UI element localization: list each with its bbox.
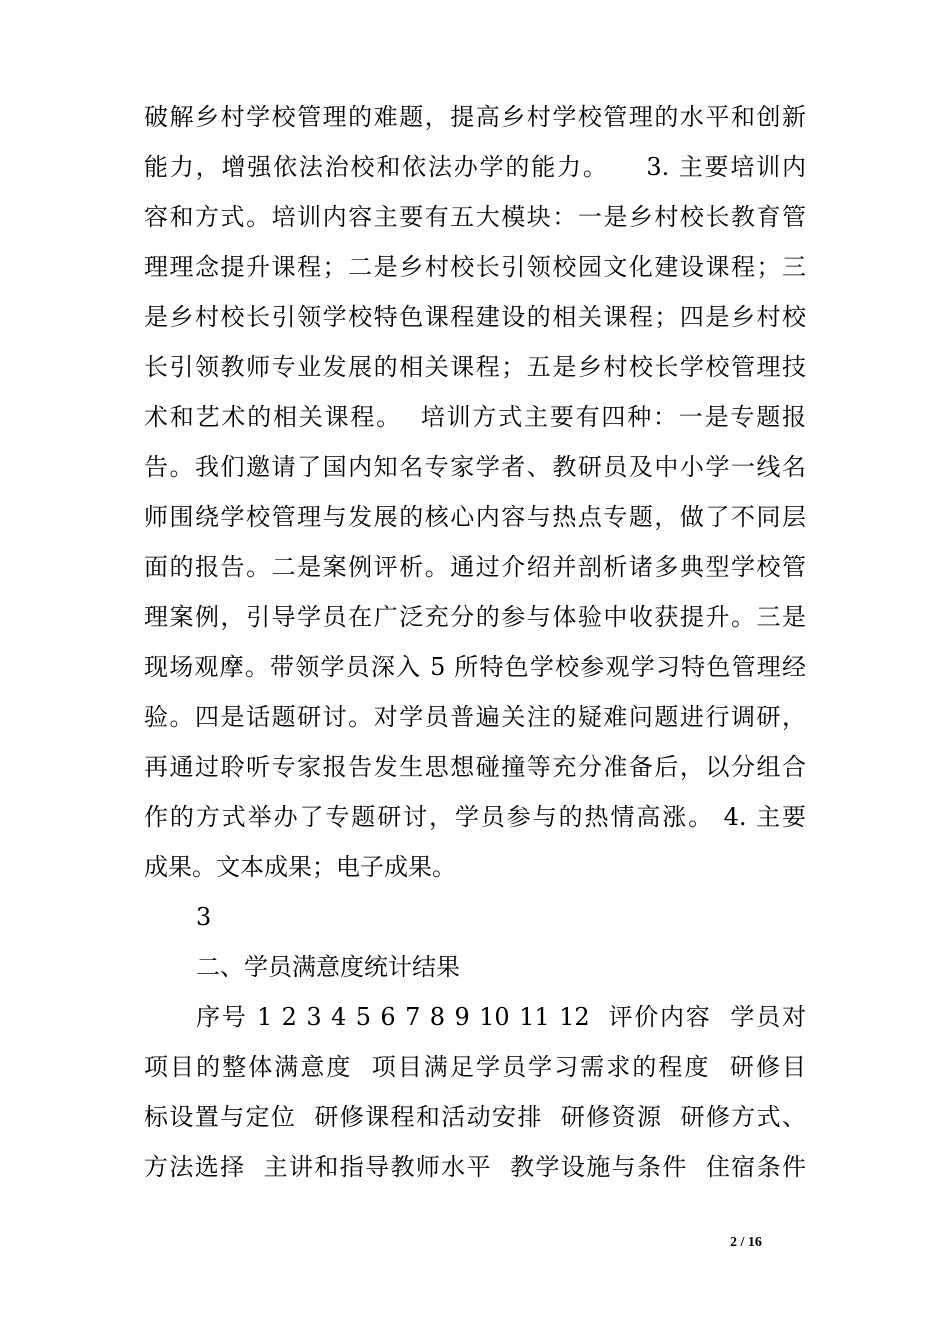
- table-line-4: 方法选择 主讲和指导教师水平 教学设施与条件 住宿条件: [144, 1153, 806, 1181]
- paragraph-line-13: 验。四是话题研讨。对学员普遍关注的疑难问题进行调研，: [144, 703, 806, 731]
- paragraph-line-4: 理理念提升课程；二是乡村校长引领校园文化建设课程；三: [144, 253, 806, 281]
- page-marker: 3: [196, 903, 212, 931]
- paragraph-line-6: 长引领教师专业发展的相关课程；五是乡村校长学校管理技: [144, 353, 806, 381]
- paragraph-line-3: 容和方式。培训内容主要有五大模块：一是乡村校长教育管: [144, 203, 806, 231]
- paragraph-line-15: 作的方式举办了专题研讨，学员参与的热情高涨。 4. 主要: [144, 803, 806, 831]
- paragraph-line-9: 师围绕学校管理与发展的核心内容与热点专题，做了不同层: [144, 503, 806, 531]
- paragraph-line-10: 面的报告。二是案例评析。通过介绍并剖析诸多典型学校管: [144, 553, 806, 581]
- paragraph-line-7: 术和艺术的相关课程。 培训方式主要有四种：一是专题报: [144, 403, 806, 431]
- paragraph-line-1: 破解乡村学校管理的难题，提高乡村学校管理的水平和创新: [144, 103, 806, 131]
- table-line-3: 标设置与定位 研修课程和活动安排 研修资源 研修方式、: [144, 1103, 806, 1131]
- paragraph-line-14: 再通过聆听专家报告发生思想碰撞等充分准备后，以分组合: [144, 753, 806, 781]
- paragraph-line-8: 告。我们邀请了国内知名专家学者、教研员及中小学一线名: [144, 453, 806, 481]
- paragraph-line-5: 是乡村校长引领学校特色课程建设的相关课程；四是乡村校: [144, 303, 806, 331]
- document-body: [144, 92, 806, 1192]
- page-number: 2 / 16: [730, 1235, 762, 1250]
- section-heading: 二、学员满意度统计结果: [196, 953, 460, 981]
- table-line-2: 项目的整体满意度 项目满足学员学习需求的程度 研修目: [144, 1053, 806, 1081]
- paragraph-line-16: 成果。文本成果；电子成果。: [144, 853, 456, 881]
- paragraph-line-12: 现场观摩。带领学员深入 5 所特色学校参观学习特色管理经: [144, 653, 806, 681]
- table-line-1: 序号 1 2 3 4 5 6 7 8 9 10 11 12 评价内容 学员对: [196, 1003, 806, 1031]
- paragraph-line-2: 能力，增强依法治校和依法办学的能力。 3. 主要培训内: [144, 153, 806, 181]
- paragraph-line-11: 理案例，引导学员在广泛充分的参与体验中收获提升。三是: [144, 603, 806, 631]
